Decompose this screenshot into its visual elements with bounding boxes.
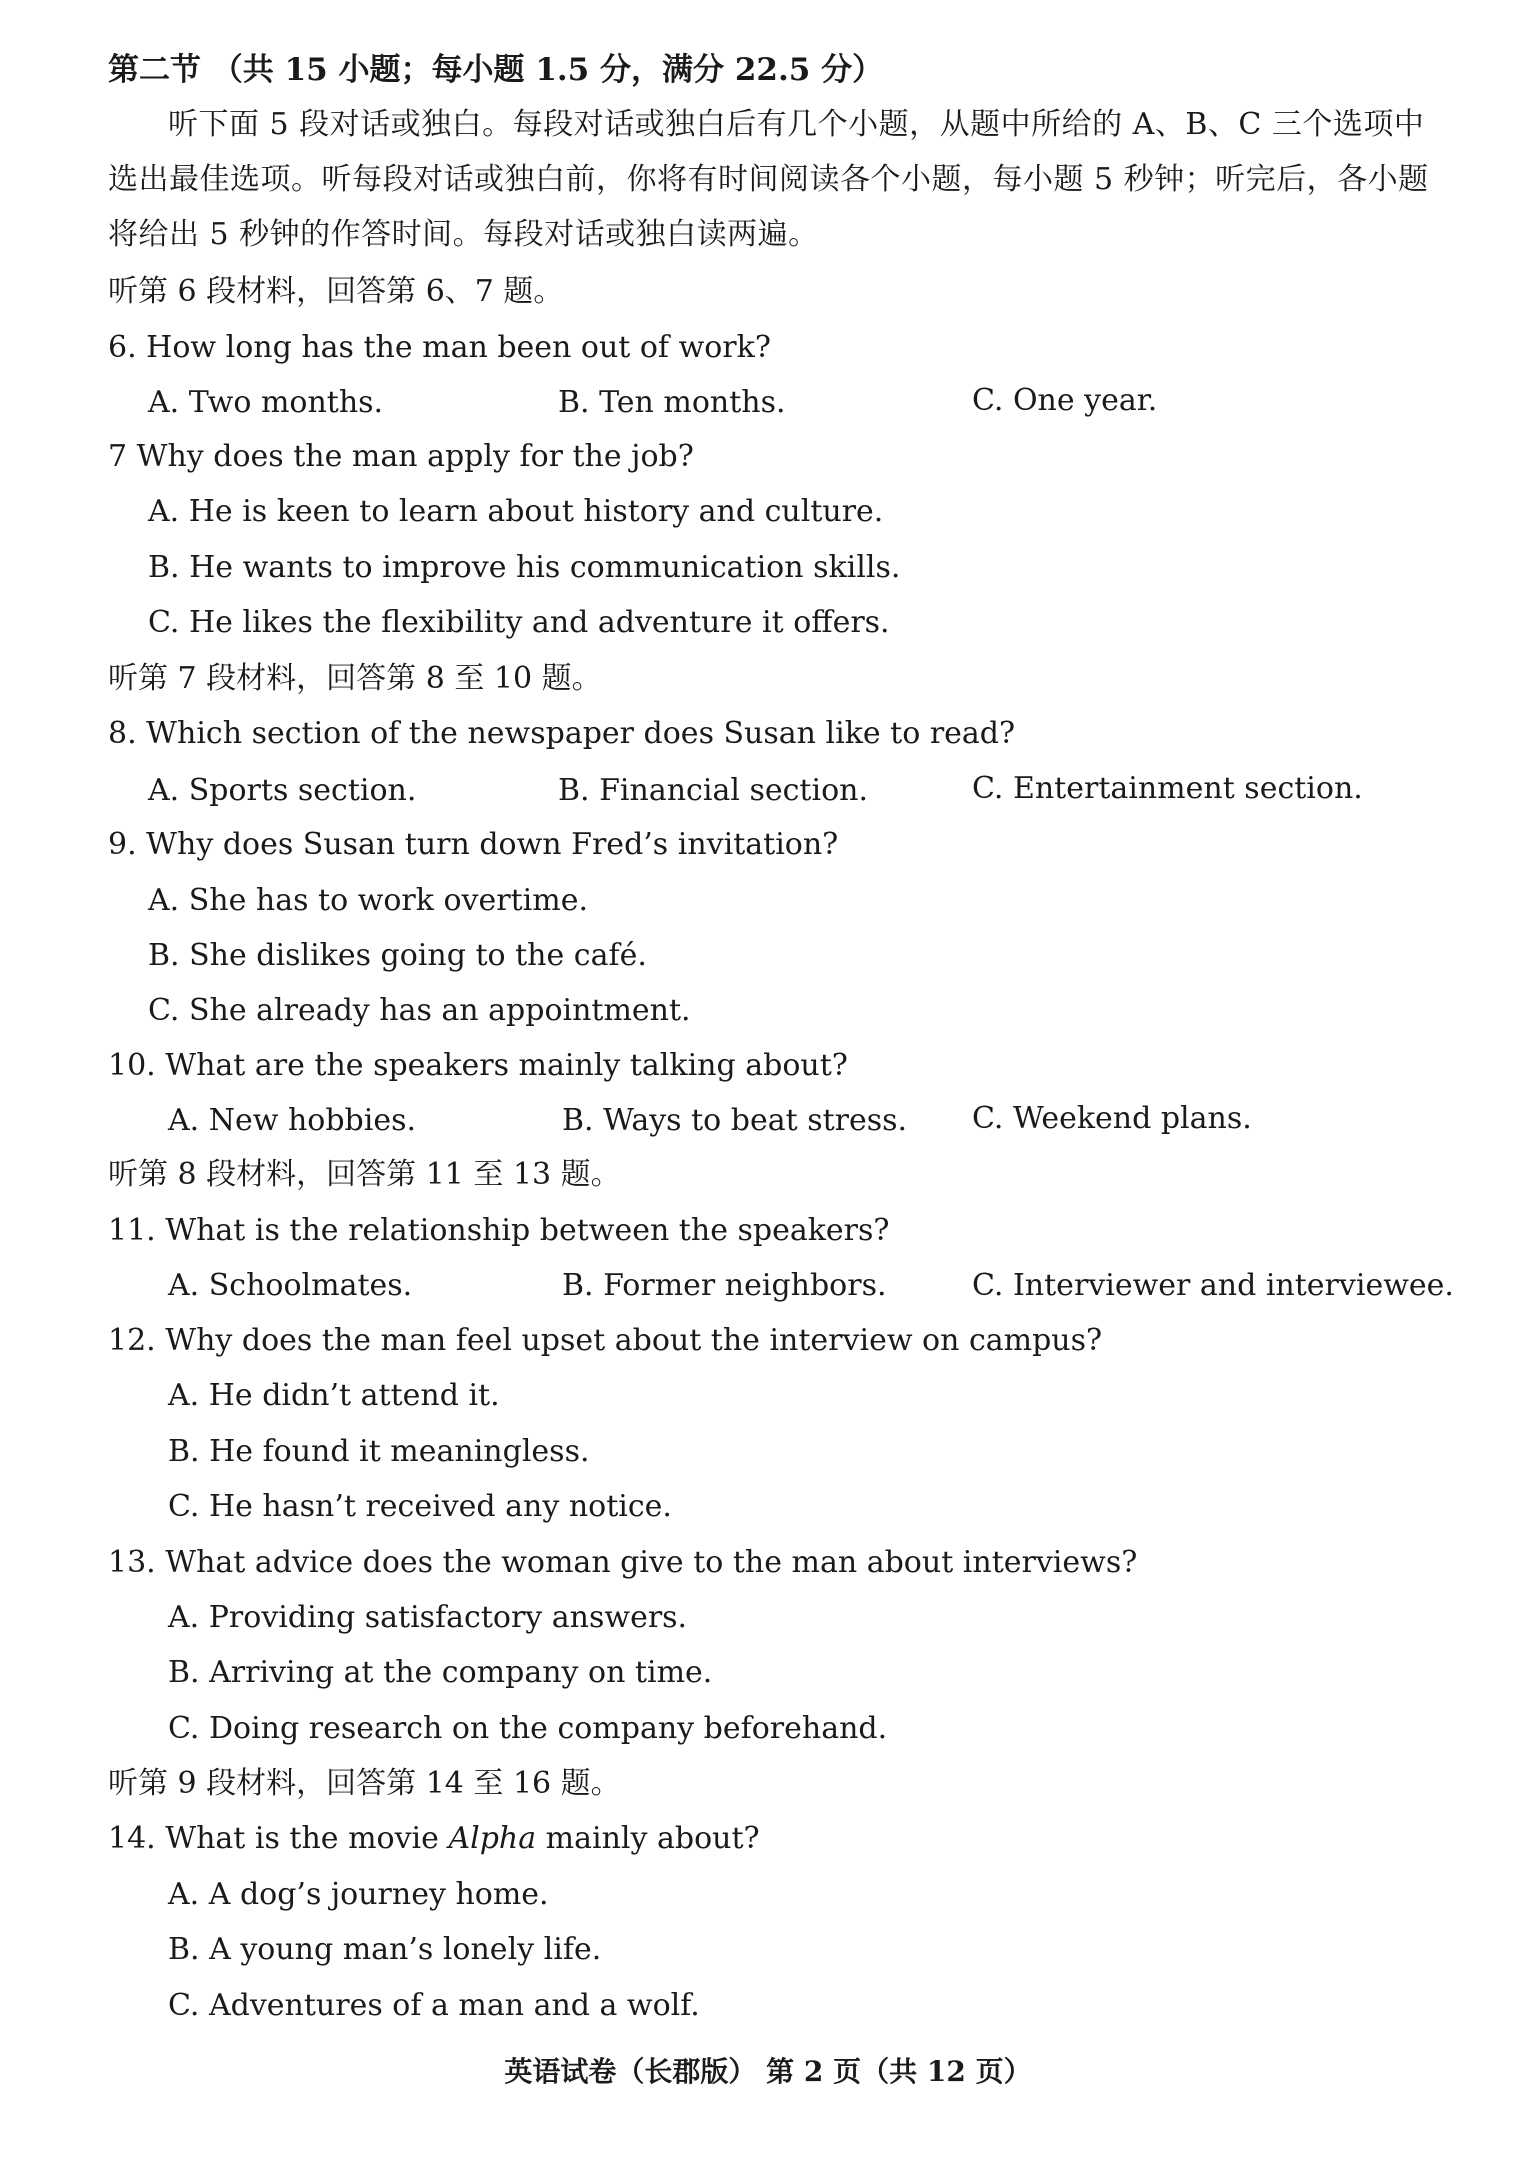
option-7c: C. He likes the flexibility and adventure it offers. <box>148 605 890 640</box>
option-10a: A. New hobbies. <box>168 1103 417 1138</box>
question-text: Why does Susan turn down Fred’s invitation? <box>146 827 839 862</box>
section-title: 第二节 <box>108 52 201 88</box>
question-number: 10. <box>108 1048 156 1083</box>
option-13b: B. Arriving at the company on time. <box>168 1655 713 1690</box>
question-number: 13. <box>108 1545 156 1580</box>
option-8a: A. Sports section. <box>148 773 417 808</box>
question-number: 12. <box>108 1323 156 1358</box>
group-heading-9: 听第 9 段材料，回答第 14 至 16 题。 <box>108 1766 621 1801</box>
question-12 <box>108 1323 1103 1358</box>
question-7 <box>108 439 694 474</box>
group-heading-7: 听第 7 段材料，回答第 8 至 10 题。 <box>108 661 602 696</box>
group-heading-6: 听第 6 段材料，回答第 6、7 题。 <box>108 274 564 309</box>
option-12c: C. He hasn’t received any notice. <box>168 1489 672 1524</box>
question-text: How long has the man been out of work? <box>146 330 771 365</box>
question-number: 14. <box>108 1821 156 1856</box>
option-12a: A. He didn’t attend it. <box>168 1378 500 1413</box>
question-text: Why does the man feel upset about the interview on campus? <box>165 1323 1103 1358</box>
option-6c: C. One year. <box>972 383 1158 418</box>
option-10c: C. Weekend plans. <box>972 1101 1252 1136</box>
question-number: 8. <box>108 716 137 751</box>
section-heading <box>108 52 884 88</box>
question-number: 9. <box>108 827 137 862</box>
question-text: What are the speakers mainly talking about? <box>165 1048 848 1083</box>
question-text-after: mainly about? <box>545 1821 760 1856</box>
movie-title: Alpha <box>448 1821 537 1856</box>
option-6a: A. Two months. <box>148 385 384 420</box>
option-6b: B. Ten months. <box>558 385 786 420</box>
option-14b: B. A young man’s lonely life. <box>168 1932 602 1967</box>
question-text-before: What is the movie <box>165 1821 439 1856</box>
option-9c: C. She already has an appointment. <box>148 993 691 1028</box>
option-11c: C. Interviewer and interviewee. <box>972 1268 1454 1303</box>
instructions-line-2: 选出最佳选项。听每段对话或独白前，你将有时间阅读各个小题，每小题 5 秒钟；听完后，各小题 <box>108 162 1429 197</box>
option-8b: B. Financial section. <box>558 773 868 808</box>
option-13a: A. Providing satisfactory answers. <box>168 1600 688 1635</box>
question-8 <box>108 716 1016 751</box>
option-9b: B. She dislikes going to the café. <box>148 938 647 973</box>
question-text: Which section of the newspaper does Susan like to read? <box>146 716 1016 751</box>
option-8c: C. Entertainment section. <box>972 771 1363 806</box>
question-14 <box>108 1821 760 1856</box>
question-13 <box>108 1545 1138 1580</box>
option-11a: A. Schoolmates. <box>168 1268 413 1303</box>
option-7a: A. He is keen to learn about history and culture. <box>148 494 884 529</box>
question-number: 6. <box>108 330 137 365</box>
instructions-line-3: 将给出 5 秒钟的作答时间。每段对话或独白读两遍。 <box>108 217 819 252</box>
question-number: 7 <box>108 439 128 474</box>
option-9a: A. She has to work overtime. <box>148 883 588 918</box>
question-9 <box>108 827 839 862</box>
question-6 <box>108 330 771 365</box>
instructions-line-1: 听下面 5 段对话或独白。每段对话或独白后有几个小题，从题中所给的 A、B、C 三个选项中 <box>168 107 1425 142</box>
option-10b: B. Ways to beat stress. <box>562 1103 908 1138</box>
option-13c: C. Doing research on the company beforehand. <box>168 1711 888 1746</box>
option-7b: B. He wants to improve his communication skills. <box>148 550 901 585</box>
question-text: Why does the man apply for the job? <box>136 439 694 474</box>
question-11 <box>108 1213 890 1248</box>
question-10 <box>108 1048 848 1083</box>
question-number: 11. <box>108 1213 156 1248</box>
option-12b: B. He found it meaningless. <box>168 1434 590 1469</box>
option-14a: A. A dog’s journey home. <box>168 1877 549 1912</box>
option-11b: B. Former neighbors. <box>562 1268 887 1303</box>
question-text: What advice does the woman give to the man about interviews? <box>165 1545 1138 1580</box>
group-heading-8: 听第 8 段材料，回答第 11 至 13 题。 <box>108 1157 621 1192</box>
section-subtitle: （共 15 小题；每小题 1.5 分，满分 22.5 分） <box>211 52 884 88</box>
page-footer: 英语试卷（长郡版） 第 2 页（共 12 页） <box>504 2055 1032 2088</box>
option-14c: C. Adventures of a man and a wolf. <box>168 1988 700 2023</box>
question-text: What is the relationship between the speakers? <box>165 1213 890 1248</box>
